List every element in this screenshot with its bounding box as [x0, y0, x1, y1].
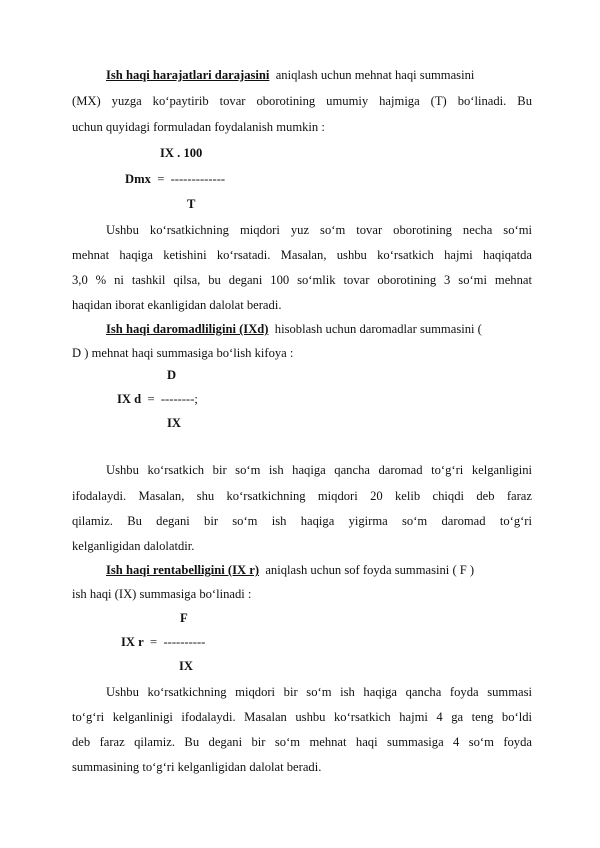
section2-para-line4: kelganligidan dalolatdir.: [72, 539, 195, 553]
section1-para-line2: mehnat haqiga ketishini ko‘rsatadi. Masalan, ushbu ko‘rsatkich hajmi haqiqatda: [72, 248, 532, 262]
section3-para-line4: summasining to‘g‘ri kelganligidan dalolat beradi.: [72, 760, 322, 774]
section3-para-line1: Ushbu ko‘rsatkichning miqdori bir so‘m ish haqiga qancha foyda summasi: [106, 685, 532, 699]
section3-heading-line: [106, 561, 532, 579]
section1-intro-line2: (MX) yuzga ko‘paytirib tovar oborotining umumiy hajmiga (T) bo‘linadi. Bu: [72, 94, 532, 108]
section3-intro-text: aniqlash uchun sof foyda summasini ( F ): [265, 563, 475, 577]
section1-heading-line: [106, 66, 532, 84]
section3-para-line3: deb faraz qilamiz. Bu degani bir so‘m mehnat haqi summasiga 4 so‘m foyda: [72, 735, 532, 749]
section2-intro-text: hisoblash uchun daromadlar summasini (: [274, 322, 482, 336]
section1-para-line4: haqidan iborat ekanligidan dalolat beradi.: [72, 298, 282, 312]
formula2-numerator: D: [167, 368, 177, 382]
section2-heading: Ish haqi daromadliligini (IXd): [106, 322, 269, 336]
formula2-lhs: IX d = --------;: [117, 392, 198, 406]
section2-para-line1: Ushbu ko‘rsatkich bir so‘m ish haqiga qancha daromad to‘g‘ri kelganligini: [106, 463, 532, 477]
section3-intro-line2: ish haqi (IX) summasiga bo‘linadi :: [72, 587, 252, 601]
formula1-lhs: Dmx = -------------: [125, 172, 226, 186]
formula3-lhs: IX r = ----------: [121, 635, 206, 649]
section2-intro-line2: D ) mehnat haqi summasiga bo‘lish kifoya :: [72, 346, 294, 360]
section1-para-line1: Ushbu ko‘rsatkichning miqdori yuz so‘m tovar oborotining necha so‘mi: [106, 223, 532, 237]
section2-para-line3: qilamiz. Bu degani bir so‘m ish haqiga yigirma so‘m daromad to‘g‘ri: [72, 514, 532, 528]
formula1-numerator: IX . 100: [160, 146, 203, 160]
section1-intro-line3: uchun quyidagi formuladan foydalanish mumkin :: [72, 120, 325, 134]
section3-heading: Ish haqi rentabelligini (IX r): [106, 563, 260, 577]
formula1-denominator: T: [187, 197, 196, 211]
section1-heading: Ish haqi harajatlari darajasini: [106, 68, 270, 82]
section3-para-line2: to‘g‘ri kelganlinigi ifodalaydi. Masalan ushbu ko‘rsatkich hajmi 4 ga teng bo‘ldi: [72, 710, 532, 724]
formula2-denominator: IX: [167, 416, 181, 430]
section1-intro-text: aniqlash uchun mehnat haqi summasini: [275, 68, 475, 82]
formula3-numerator: F: [180, 611, 188, 625]
section1-para-line3: 3,0 % ni tashkil qilsa, bu degani 100 so‘mlik tovar oborotining 3 so‘mi mehnat: [72, 273, 532, 287]
section2-heading-line: [106, 320, 532, 338]
section2-para-line2: ifodalaydi. Masalan, shu ko‘rsatkichning miqdori 20 kelib chiqdi deb faraz: [72, 489, 532, 503]
formula3-denominator: IX: [179, 659, 193, 673]
